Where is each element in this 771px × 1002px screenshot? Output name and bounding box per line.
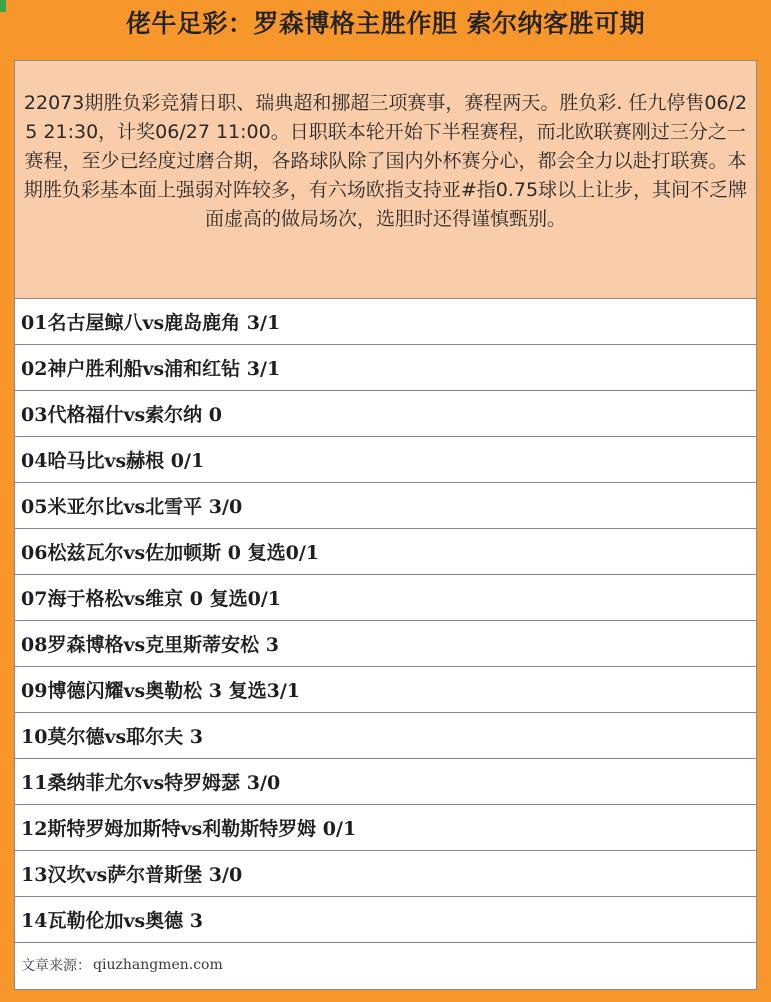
match-row-12: 12斯特罗姆加斯特vs利勒斯特罗姆 0/1 — [15, 805, 756, 851]
article-panel — [14, 60, 757, 990]
match-row-02: 02神户胜利船vs浦和红钻 3/1 — [15, 345, 756, 391]
source-line — [15, 943, 756, 987]
match-row-13: 13汉坎vs萨尔普斯堡 3/0 — [15, 851, 756, 897]
match-row-10: 10莫尔德vs耶尔夫 3 — [15, 713, 756, 759]
match-row-11: 11桑纳菲尤尔vs特罗姆瑟 3/0 — [15, 759, 756, 805]
source-site: qiuzhangmen.com — [93, 957, 223, 973]
match-row-09: 09博德闪耀vs奥勒松 3 复选3/1 — [15, 667, 756, 713]
match-row-05: 05米亚尔比vs北雪平 3/0 — [15, 483, 756, 529]
match-row-01: 01名古屋鲸八vs鹿岛鹿角 3/1 — [15, 299, 756, 345]
match-row-04: 04哈马比vs赫根 0/1 — [15, 437, 756, 483]
match-row-06: 06松兹瓦尔vs佐加顿斯 0 复选0/1 — [15, 529, 756, 575]
article-title: 佬牛足彩：罗森博格主胜作胆 索尔纳客胜可期 — [125, 9, 646, 38]
match-list — [15, 299, 756, 943]
source-label: 文章来源： — [21, 958, 91, 974]
match-row-14: 14瓦勒伦加vs奥德 3 — [15, 897, 756, 943]
title-bar — [0, 0, 771, 44]
match-row-08: 08罗森博格vs克里斯蒂安松 3 — [15, 621, 756, 667]
intro-paragraph: 22073期胜负彩竞猜日职、瑞典超和挪超三项赛事，赛程两天。胜负彩. 任九停售06/25 21:30，计奖06/27 11:00。日职联本轮开始下半程赛程，而北欧联赛刚过三分之一赛程，至少已经度过磨合期，各路球队除了国内外杯赛分心，都会全力以赴打联赛。本期胜负彩基本面上强弱对阵较多，有六场欧指支持亚#指0.75球以上让步，其间不乏牌面虚高的做局场次，选胆时还得谨慎甄别。 — [15, 61, 756, 299]
match-row-03: 03代格福什vs索尔纳 0 — [15, 391, 756, 437]
match-row-07: 07海于格松vs维京 0 复选0/1 — [15, 575, 756, 621]
